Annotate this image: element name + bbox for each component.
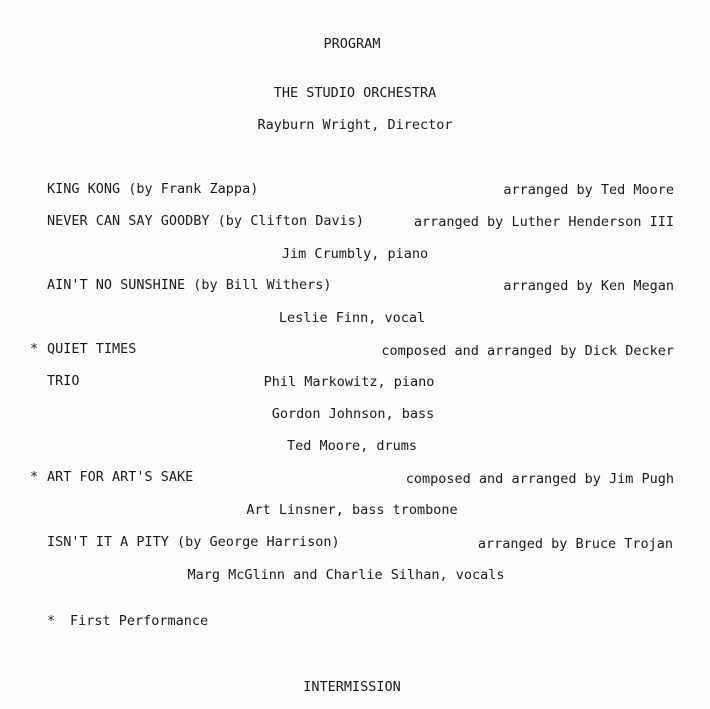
first-performance-marker: *	[30, 341, 39, 357]
performer-line: Marg McGlinn and Charlie Silhan, vocals	[187, 567, 505, 583]
program-heading: PROGRAM	[323, 36, 381, 52]
piece-credit: composed and arranged by Jim Pugh	[405, 471, 674, 487]
piece-credit: arranged by Luther Henderson III	[413, 214, 674, 230]
ensemble-name: THE STUDIO ORCHESTRA	[273, 85, 437, 101]
piece-title: KING KONG (by Frank Zappa)	[47, 181, 259, 197]
piece-title: ISN'T IT A PITY (by George Harrison)	[47, 534, 340, 550]
first-performance-marker: *	[30, 469, 39, 485]
piece-title: ART FOR ART'S SAKE	[47, 469, 194, 485]
performer-line: Jim Crumbly, piano	[281, 246, 429, 262]
piece-credit: composed and arranged by Dick Decker	[381, 343, 674, 359]
footnote-marker: *	[47, 613, 56, 629]
piece-credit: arranged by Ted Moore	[503, 182, 674, 198]
director-line: Rayburn Wright, Director	[257, 117, 453, 133]
intermission-heading: INTERMISSION	[303, 679, 401, 695]
performer-line: Gordon Johnson, bass	[271, 406, 435, 422]
piece-title: TRIO	[47, 373, 80, 389]
piece-title: AIN'T NO SUNSHINE (by Bill Withers)	[47, 277, 332, 293]
piece-credit: arranged by Ken Megan	[503, 278, 674, 294]
piece-title: NEVER CAN SAY GOODBY (by Clifton Davis)	[47, 213, 364, 229]
performer-line: Leslie Finn, vocal	[278, 310, 426, 326]
piece-credit: arranged by Bruce Trojan	[477, 536, 673, 552]
performer-line: Phil Markowitz, piano	[263, 374, 435, 390]
performer-line: Art Linsner, bass trombone	[246, 502, 458, 518]
footnote-text: First Performance	[70, 613, 209, 629]
performer-line: Ted Moore, drums	[286, 438, 418, 454]
piece-title: QUIET TIMES	[47, 341, 137, 357]
